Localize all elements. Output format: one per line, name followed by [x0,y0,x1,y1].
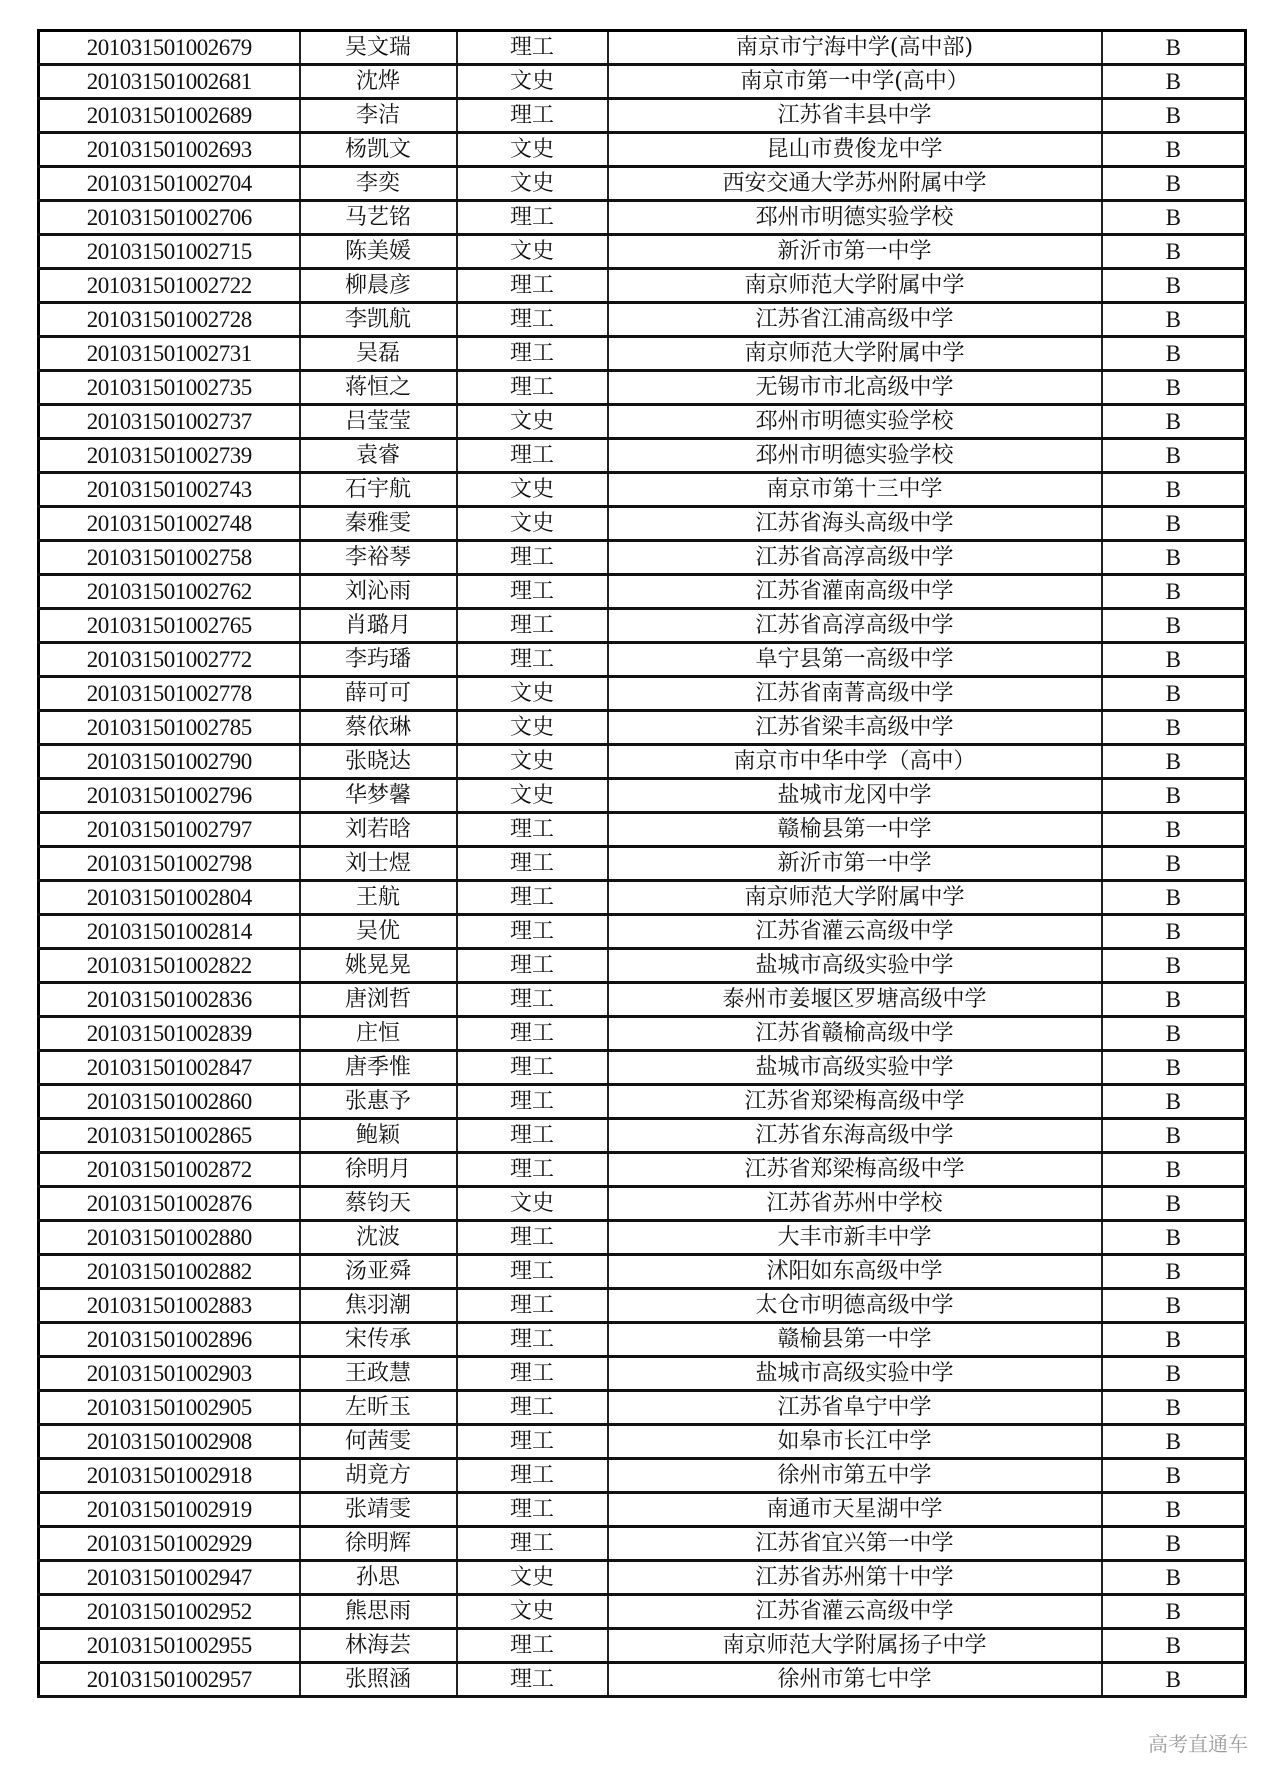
cell-school: 赣榆县第一中学 [608,813,1102,847]
cell-track: 文史 [457,235,608,269]
cell-track: 理工 [457,847,608,881]
admission-list-table [37,29,1247,1698]
cell-track: 理工 [457,1255,608,1289]
cell-track: 理工 [457,1017,608,1051]
cell-school: 南京市中华中学（高中） [608,745,1102,779]
cell-grade: B [1102,99,1246,133]
cell-name: 唐浏哲 [300,983,457,1017]
cell-name: 马艺铭 [300,201,457,235]
table-row [39,371,1246,405]
cell-name: 吴磊 [300,337,457,371]
cell-name: 李裕琴 [300,541,457,575]
cell-id: 201031501002748 [39,507,300,541]
table-row [39,915,1246,949]
cell-grade: B [1102,575,1246,609]
cell-grade: B [1102,745,1246,779]
table-row [39,847,1246,881]
cell-name: 鲍颖 [300,1119,457,1153]
cell-name: 陈美媛 [300,235,457,269]
cell-name: 刘若晗 [300,813,457,847]
cell-track: 理工 [457,1221,608,1255]
cell-track: 理工 [457,303,608,337]
cell-grade: B [1102,1017,1246,1051]
cell-grade: B [1102,1663,1246,1697]
table-row [39,439,1246,473]
cell-name: 胡竟方 [300,1459,457,1493]
table-row [39,1051,1246,1085]
cell-name: 李玙璠 [300,643,457,677]
cell-school: 江苏省阜宁中学 [608,1391,1102,1425]
table-row [39,541,1246,575]
cell-id: 201031501002693 [39,133,300,167]
cell-grade: B [1102,235,1246,269]
cell-grade: B [1102,133,1246,167]
cell-school: 徐州市第五中学 [608,1459,1102,1493]
cell-school: 无锡市市北高级中学 [608,371,1102,405]
cell-track: 理工 [457,269,608,303]
cell-grade: B [1102,65,1246,99]
table-body [39,31,1246,1697]
cell-grade: B [1102,541,1246,575]
cell-grade: B [1102,881,1246,915]
cell-name: 蔡依琳 [300,711,457,745]
cell-id: 201031501002814 [39,915,300,949]
cell-grade: B [1102,1187,1246,1221]
cell-school: 江苏省高淳高级中学 [608,541,1102,575]
cell-id: 201031501002860 [39,1085,300,1119]
cell-grade: B [1102,813,1246,847]
cell-school: 邳州市明德实验学校 [608,405,1102,439]
cell-track: 理工 [457,575,608,609]
cell-id: 201031501002908 [39,1425,300,1459]
cell-id: 201031501002704 [39,167,300,201]
cell-name: 吴文瑞 [300,31,457,65]
table-row [39,133,1246,167]
cell-name: 庄恒 [300,1017,457,1051]
cell-track: 文史 [457,507,608,541]
cell-name: 杨凯文 [300,133,457,167]
cell-track: 理工 [457,643,608,677]
cell-name: 徐明辉 [300,1527,457,1561]
cell-school: 南京师范大学附属中学 [608,881,1102,915]
cell-track: 文史 [457,745,608,779]
table-row [39,949,1246,983]
table-row [39,235,1246,269]
cell-grade: B [1102,303,1246,337]
cell-name: 吕莹莹 [300,405,457,439]
cell-name: 沈烨 [300,65,457,99]
cell-school: 沭阳如东高级中学 [608,1255,1102,1289]
cell-track: 理工 [457,1629,608,1663]
cell-school: 江苏省赣榆高级中学 [608,1017,1102,1051]
cell-id: 201031501002804 [39,881,300,915]
cell-grade: B [1102,1051,1246,1085]
cell-grade: B [1102,337,1246,371]
cell-school: 江苏省灌云高级中学 [608,1595,1102,1629]
cell-school: 新沂市第一中学 [608,235,1102,269]
table-row [39,1663,1246,1697]
cell-grade: B [1102,1527,1246,1561]
cell-id: 201031501002798 [39,847,300,881]
cell-grade: B [1102,1493,1246,1527]
cell-track: 文史 [457,65,608,99]
cell-id: 201031501002880 [39,1221,300,1255]
cell-school: 南京师范大学附属中学 [608,269,1102,303]
cell-grade: B [1102,1391,1246,1425]
cell-school: 南通市天星湖中学 [608,1493,1102,1527]
cell-grade: B [1102,1119,1246,1153]
table-row [39,1119,1246,1153]
table-row [39,1085,1246,1119]
table-row [39,1595,1246,1629]
cell-track: 理工 [457,915,608,949]
cell-name: 张惠予 [300,1085,457,1119]
cell-name: 孙思 [300,1561,457,1595]
cell-school: 南京市宁海中学(高中部) [608,31,1102,65]
cell-school: 昆山市费俊龙中学 [608,133,1102,167]
cell-name: 刘沁雨 [300,575,457,609]
cell-school: 江苏省郑梁梅高级中学 [608,1085,1102,1119]
table-row [39,31,1246,65]
cell-grade: B [1102,1459,1246,1493]
table-row [39,473,1246,507]
cell-name: 刘士煜 [300,847,457,881]
cell-id: 201031501002681 [39,65,300,99]
cell-grade: B [1102,269,1246,303]
cell-id: 201031501002896 [39,1323,300,1357]
table-row [39,711,1246,745]
cell-id: 201031501002865 [39,1119,300,1153]
cell-school: 阜宁县第一高级中学 [608,643,1102,677]
cell-name: 华梦馨 [300,779,457,813]
cell-name: 肖璐月 [300,609,457,643]
table-row [39,575,1246,609]
table-row [39,1425,1246,1459]
cell-name: 张靖雯 [300,1493,457,1527]
cell-track: 理工 [457,1357,608,1391]
cell-track: 文史 [457,405,608,439]
cell-track: 文史 [457,711,608,745]
cell-id: 201031501002929 [39,1527,300,1561]
cell-track: 理工 [457,1323,608,1357]
cell-name: 蔡钧天 [300,1187,457,1221]
cell-name: 唐季惟 [300,1051,457,1085]
cell-school: 邳州市明德实验学校 [608,439,1102,473]
cell-name: 沈波 [300,1221,457,1255]
table-row [39,1357,1246,1391]
cell-school: 太仓市明德高级中学 [608,1289,1102,1323]
cell-grade: B [1102,31,1246,65]
cell-track: 理工 [457,609,608,643]
cell-grade: B [1102,847,1246,881]
cell-school: 盐城市龙冈中学 [608,779,1102,813]
cell-school: 江苏省灌云高级中学 [608,915,1102,949]
cell-id: 201031501002872 [39,1153,300,1187]
table-row [39,1323,1246,1357]
cell-school: 大丰市新丰中学 [608,1221,1102,1255]
table-row [39,813,1246,847]
cell-grade: B [1102,949,1246,983]
table-row [39,1629,1246,1663]
cell-id: 201031501002955 [39,1629,300,1663]
cell-track: 文史 [457,1595,608,1629]
cell-school: 江苏省南菁高级中学 [608,677,1102,711]
cell-grade: B [1102,1221,1246,1255]
cell-school: 徐州市第七中学 [608,1663,1102,1697]
cell-school: 如皋市长江中学 [608,1425,1102,1459]
cell-school: 盐城市高级实验中学 [608,949,1102,983]
table-row [39,1017,1246,1051]
cell-track: 理工 [457,1663,608,1697]
cell-grade: B [1102,507,1246,541]
cell-id: 201031501002758 [39,541,300,575]
cell-id: 201031501002790 [39,745,300,779]
table-row [39,269,1246,303]
cell-track: 文史 [457,779,608,813]
table-row [39,1289,1246,1323]
cell-school: 江苏省高淳高级中学 [608,609,1102,643]
table-row [39,201,1246,235]
cell-school: 江苏省苏州第十中学 [608,1561,1102,1595]
cell-id: 201031501002952 [39,1595,300,1629]
cell-school: 盐城市高级实验中学 [608,1051,1102,1085]
cell-school: 南京师范大学附属中学 [608,337,1102,371]
cell-name: 何茜雯 [300,1425,457,1459]
cell-grade: B [1102,167,1246,201]
cell-track: 文史 [457,1187,608,1221]
cell-school: 江苏省海头高级中学 [608,507,1102,541]
cell-school: 西安交通大学苏州附属中学 [608,167,1102,201]
cell-id: 201031501002822 [39,949,300,983]
watermark: 高考直通车 [1148,1732,1248,1756]
cell-grade: B [1102,1255,1246,1289]
cell-track: 理工 [457,371,608,405]
cell-grade: B [1102,473,1246,507]
cell-school: 江苏省梁丰高级中学 [608,711,1102,745]
cell-name: 熊思雨 [300,1595,457,1629]
table-row [39,405,1246,439]
cell-name: 姚晃晃 [300,949,457,983]
cell-track: 文史 [457,473,608,507]
cell-track: 理工 [457,1289,608,1323]
cell-id: 201031501002957 [39,1663,300,1697]
cell-id: 201031501002722 [39,269,300,303]
cell-id: 201031501002765 [39,609,300,643]
cell-grade: B [1102,1289,1246,1323]
cell-grade: B [1102,915,1246,949]
cell-id: 201031501002882 [39,1255,300,1289]
table-row [39,303,1246,337]
cell-id: 201031501002762 [39,575,300,609]
cell-id: 201031501002737 [39,405,300,439]
cell-track: 理工 [457,1493,608,1527]
cell-track: 理工 [457,881,608,915]
cell-track: 理工 [457,1527,608,1561]
cell-id: 201031501002679 [39,31,300,65]
cell-school: 泰州市姜堰区罗塘高级中学 [608,983,1102,1017]
cell-grade: B [1102,1357,1246,1391]
cell-id: 201031501002743 [39,473,300,507]
cell-track: 理工 [457,337,608,371]
cell-id: 201031501002739 [39,439,300,473]
table-row [39,1255,1246,1289]
cell-id: 201031501002836 [39,983,300,1017]
cell-track: 理工 [457,1119,608,1153]
cell-name: 左昕玉 [300,1391,457,1425]
table-row [39,881,1246,915]
cell-grade: B [1102,1153,1246,1187]
cell-track: 理工 [457,1153,608,1187]
table-row [39,745,1246,779]
cell-name: 宋传承 [300,1323,457,1357]
cell-name: 蒋恒之 [300,371,457,405]
cell-id: 201031501002715 [39,235,300,269]
cell-school: 赣榆县第一中学 [608,1323,1102,1357]
cell-track: 理工 [457,99,608,133]
cell-id: 201031501002905 [39,1391,300,1425]
cell-id: 201031501002797 [39,813,300,847]
cell-name: 焦羽潮 [300,1289,457,1323]
cell-id: 201031501002778 [39,677,300,711]
cell-name: 汤亚舜 [300,1255,457,1289]
cell-grade: B [1102,371,1246,405]
cell-id: 201031501002839 [39,1017,300,1051]
cell-school: 江苏省郑梁梅高级中学 [608,1153,1102,1187]
cell-school: 江苏省丰县中学 [608,99,1102,133]
cell-track: 理工 [457,201,608,235]
cell-grade: B [1102,405,1246,439]
table-row [39,1561,1246,1595]
cell-track: 理工 [457,983,608,1017]
cell-school: 江苏省东海高级中学 [608,1119,1102,1153]
cell-grade: B [1102,1629,1246,1663]
table-row [39,337,1246,371]
table-row [39,1527,1246,1561]
cell-grade: B [1102,711,1246,745]
table-row [39,1221,1246,1255]
cell-grade: B [1102,983,1246,1017]
cell-school: 江苏省苏州中学校 [608,1187,1102,1221]
table-row [39,983,1246,1017]
cell-grade: B [1102,643,1246,677]
cell-name: 林海芸 [300,1629,457,1663]
table-row [39,643,1246,677]
cell-id: 201031501002883 [39,1289,300,1323]
cell-track: 理工 [457,1425,608,1459]
cell-track: 理工 [457,1391,608,1425]
cell-id: 201031501002706 [39,201,300,235]
cell-name: 袁睿 [300,439,457,473]
cell-id: 201031501002918 [39,1459,300,1493]
cell-name: 李凯航 [300,303,457,337]
cell-id: 201031501002785 [39,711,300,745]
table-row [39,1459,1246,1493]
cell-id: 201031501002919 [39,1493,300,1527]
cell-name: 石宇航 [300,473,457,507]
cell-grade: B [1102,201,1246,235]
cell-name: 李洁 [300,99,457,133]
cell-id: 201031501002847 [39,1051,300,1085]
table-row [39,1187,1246,1221]
table-row [39,167,1246,201]
cell-school: 南京市第一中学(高中） [608,65,1102,99]
cell-id: 201031501002947 [39,1561,300,1595]
cell-school: 邳州市明德实验学校 [608,201,1102,235]
cell-id: 201031501002728 [39,303,300,337]
cell-track: 理工 [457,31,608,65]
cell-track: 文史 [457,677,608,711]
cell-school: 新沂市第一中学 [608,847,1102,881]
table-row [39,779,1246,813]
cell-id: 201031501002903 [39,1357,300,1391]
cell-grade: B [1102,1085,1246,1119]
table-row [39,1391,1246,1425]
cell-grade: B [1102,1323,1246,1357]
cell-track: 理工 [457,1085,608,1119]
cell-grade: B [1102,1595,1246,1629]
cell-track: 理工 [457,813,608,847]
cell-track: 理工 [457,439,608,473]
cell-track: 理工 [457,1051,608,1085]
cell-grade: B [1102,1561,1246,1595]
cell-school: 江苏省灌南高级中学 [608,575,1102,609]
cell-school: 江苏省宜兴第一中学 [608,1527,1102,1561]
cell-school: 盐城市高级实验中学 [608,1357,1102,1391]
cell-id: 201031501002735 [39,371,300,405]
cell-track: 理工 [457,541,608,575]
cell-name: 秦雅雯 [300,507,457,541]
cell-grade: B [1102,1425,1246,1459]
cell-grade: B [1102,677,1246,711]
cell-name: 王政慧 [300,1357,457,1391]
cell-grade: B [1102,609,1246,643]
cell-grade: B [1102,439,1246,473]
cell-track: 理工 [457,949,608,983]
cell-name: 徐明月 [300,1153,457,1187]
cell-grade: B [1102,779,1246,813]
cell-name: 张照涵 [300,1663,457,1697]
table-row [39,609,1246,643]
cell-school: 江苏省江浦高级中学 [608,303,1102,337]
cell-track: 理工 [457,1459,608,1493]
cell-name: 薛可可 [300,677,457,711]
table-row [39,1153,1246,1187]
cell-id: 201031501002689 [39,99,300,133]
cell-name: 李奕 [300,167,457,201]
table-row [39,65,1246,99]
cell-school: 南京市第十三中学 [608,473,1102,507]
table-row [39,677,1246,711]
table-row [39,1493,1246,1527]
cell-id: 201031501002772 [39,643,300,677]
cell-id: 201031501002876 [39,1187,300,1221]
cell-track: 文史 [457,167,608,201]
cell-track: 文史 [457,1561,608,1595]
cell-name: 吴优 [300,915,457,949]
cell-id: 201031501002731 [39,337,300,371]
cell-track: 文史 [457,133,608,167]
cell-school: 南京师范大学附属扬子中学 [608,1629,1102,1663]
cell-name: 柳晨彦 [300,269,457,303]
table-row [39,507,1246,541]
cell-id: 201031501002796 [39,779,300,813]
cell-name: 王航 [300,881,457,915]
cell-name: 张晓达 [300,745,457,779]
table-row [39,99,1246,133]
